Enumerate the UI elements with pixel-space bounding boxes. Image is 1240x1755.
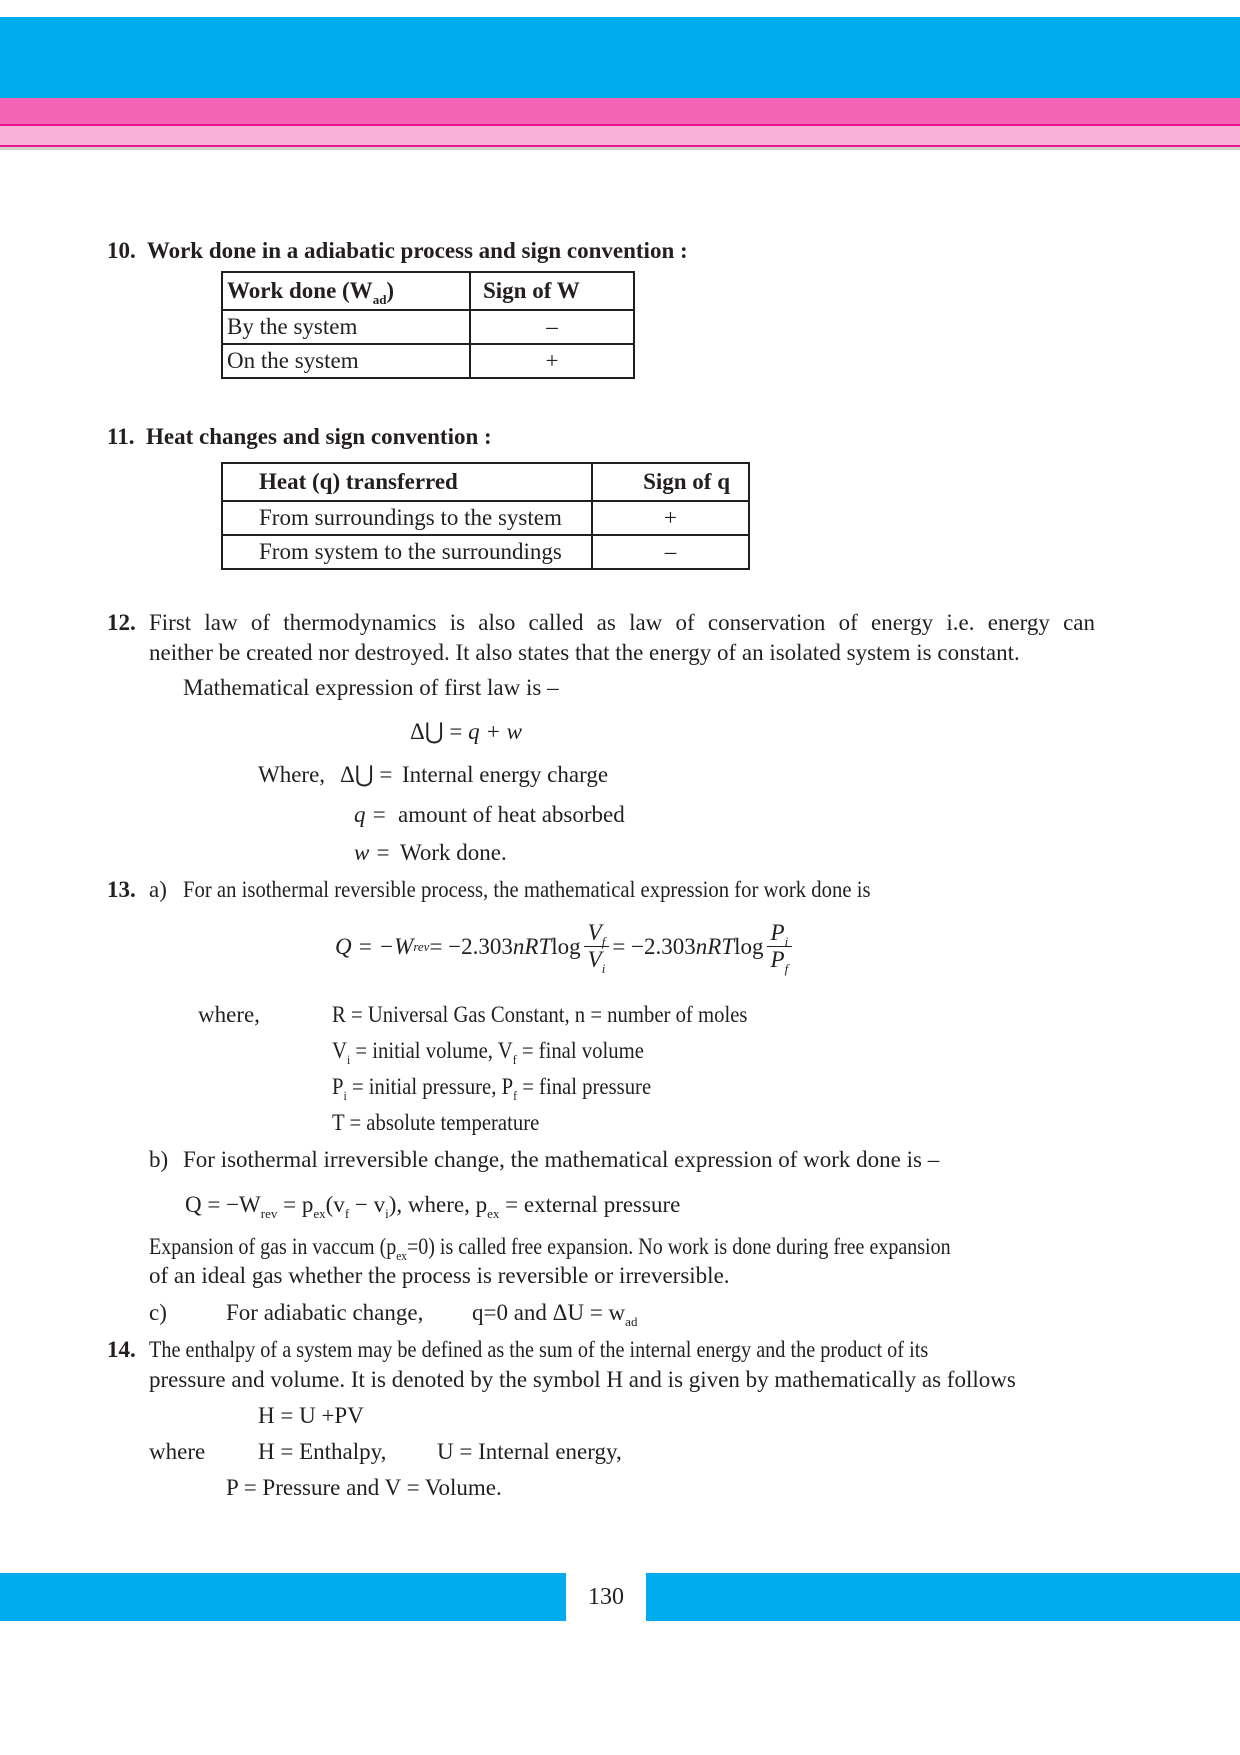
definition-line: $V_i$ = initial volume, $V_f$ = final volume <box>332 1038 644 1067</box>
table-cell: + <box>592 501 749 535</box>
definition-symbol: Δ⋃ = <box>340 762 393 787</box>
table-cell: – <box>470 310 634 344</box>
definition-symbol: w = <box>354 840 391 865</box>
footer-band-left <box>0 1573 566 1621</box>
paragraph-line: neither be created nor destroyed. It also states that the energy of an isolated system is constant. <box>149 640 1020 665</box>
paragraph-line: of an ideal gas whether the process is reversible or irreversible. <box>149 1263 730 1288</box>
definition-meaning: Work done. <box>400 840 507 865</box>
fraction: $\frac{P_i}{P_f}$ <box>767 920 793 973</box>
table-cell: – <box>592 535 749 569</box>
definition-meaning: amount of heat absorbed <box>398 802 625 827</box>
section-10-heading <box>107 236 688 266</box>
definition-line: $P_i$ = initial pressure, $P_f$ = final pressure <box>332 1074 652 1103</box>
paragraph-line: The enthalpy of a system may be defined as the sum of the internal energy and the product of its <box>149 1337 929 1362</box>
enthalpy-equation: H = U +PV <box>258 1403 364 1428</box>
section-number: 12. <box>107 610 136 635</box>
definition-line: P = Pressure and V = Volume. <box>226 1475 502 1500</box>
section-number: 14. <box>107 1337 136 1362</box>
definition-line: H = Enthalpy, <box>258 1439 387 1464</box>
where-label: where <box>149 1439 206 1464</box>
part-label: c) <box>149 1300 167 1325</box>
section-title: Heat changes and sign convention : <box>145 424 492 449</box>
paragraph-line: For an isothermal reversible process, the mathematical expression for work done is <box>183 877 871 902</box>
header-blue-band <box>0 17 1240 98</box>
footer-band-right <box>646 1573 1240 1621</box>
table-header-cell: Work done $(W_{ad})$ <box>222 272 470 310</box>
header-pink-band <box>0 98 1240 124</box>
fraction: $\frac{V_f}{V_i}$ <box>584 920 610 973</box>
part-label: b) <box>149 1147 169 1172</box>
adiabatic-equation: q=0 and $\Delta U = w_{ad}$ <box>472 1300 638 1329</box>
table-row <box>222 310 634 344</box>
section-number: 10. <box>107 238 136 263</box>
isothermal-reversible-equation: Q = −W rev = −2.303 nRT log $\frac{V_f}{V_i}$ = −2.303 nRT log $\frac{P_i}{P_f}$ <box>335 920 795 973</box>
paragraph-line: For isothermal irreversible change, the mathematical expression of work done is – <box>183 1147 940 1172</box>
first-law-equation: Δ⋃ = q + w <box>410 719 523 744</box>
table-row <box>222 535 749 569</box>
paragraph-line: pressure and volume. It is denoted by the symbol H and is given by mathematically as follows <box>149 1367 1016 1392</box>
definition-line: U = Internal energy, <box>437 1439 622 1464</box>
section-number: 11. <box>107 424 135 449</box>
work-sign-table <box>221 271 635 379</box>
table-cell: From surroundings to the system <box>222 501 592 535</box>
section-11-heading <box>107 422 492 452</box>
page-number: 130 <box>588 1584 624 1610</box>
definition-line: T = absolute temperature <box>332 1110 540 1135</box>
equation-intro: Mathematical expression of first law is – <box>183 675 559 700</box>
table-header-row <box>222 463 749 501</box>
table-row <box>222 344 634 378</box>
section-title: Work done in a adiabatic process and sign convention : <box>146 238 688 263</box>
paragraph-line: First law of thermodynamics is also called as law of conservation of energy i.e. energy can <box>149 610 1095 635</box>
definition-symbol: q = <box>354 802 387 827</box>
table-cell: + <box>470 344 634 378</box>
table-header-cell: Sign of q <box>592 463 749 501</box>
part-label: a) <box>149 877 167 902</box>
where-label: Where, <box>258 762 326 787</box>
table-cell: On the system <box>222 344 470 378</box>
definition-meaning: Internal energy charge <box>402 762 609 787</box>
paragraph-line: Expansion of gas in vaccum $(p_{ex}=0)$ is called free expansion. No work is done during free expansion <box>149 1234 951 1263</box>
table-header-row <box>222 272 634 310</box>
header-light-pink-band <box>0 126 1240 145</box>
definition-line: R = Universal Gas Constant, n = number of moles <box>332 1002 748 1027</box>
table-row <box>222 501 749 535</box>
table-header-cell: Sign of W <box>470 272 634 310</box>
table-cell: By the system <box>222 310 470 344</box>
heat-sign-table <box>221 462 750 570</box>
header-shadow-line <box>0 147 1240 150</box>
where-label: where, <box>198 1002 260 1027</box>
paragraph-line: For adiabatic change, <box>226 1300 424 1325</box>
table-cell: From system to the surroundings <box>222 535 592 569</box>
table-header-cell: Heat (q) transferred <box>222 463 592 501</box>
isothermal-irreversible-equation: $Q = -W_{rev} = p_{ex}(v_f - v_i)$, where, $p_{ex}$ = external pressure <box>185 1192 681 1221</box>
section-number: 13. <box>107 877 136 902</box>
